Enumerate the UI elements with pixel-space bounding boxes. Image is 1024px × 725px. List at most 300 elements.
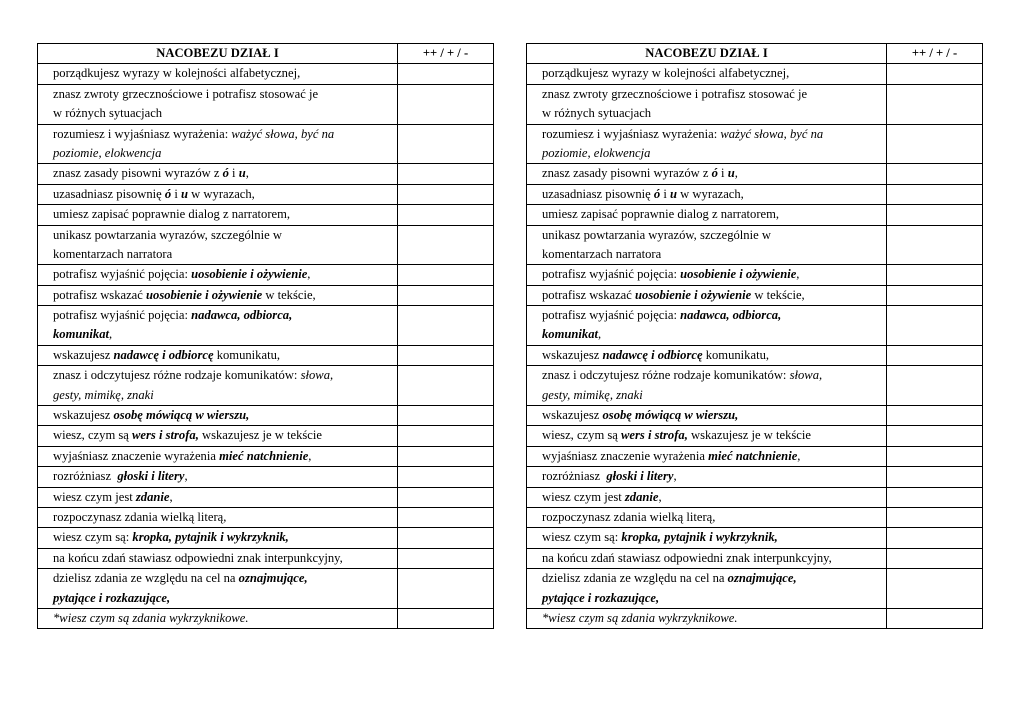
criterion-text: dzielisz zdania ze względu na cel na <box>542 571 728 586</box>
criterion-text: potrafisz wyjaśnić pojęcia: <box>542 267 681 282</box>
criterion-cell <box>527 608 887 628</box>
criterion-cell <box>527 548 887 568</box>
mark-cell[interactable] <box>398 64 494 84</box>
criterion-cell <box>38 569 398 609</box>
criterion-text: nadawca, odbiorca, <box>680 308 782 323</box>
criterion-line <box>53 488 395 507</box>
criterion-text: wers i strofa, <box>621 428 688 443</box>
criterion-line <box>53 144 395 163</box>
criterion-line <box>542 85 884 104</box>
mark-cell[interactable] <box>887 164 983 184</box>
mark-cell[interactable] <box>887 225 983 265</box>
table-row <box>527 64 983 84</box>
table-row <box>38 528 494 548</box>
table-row <box>527 446 983 466</box>
criterion-text: kropka, pytajnik i wykrzyknik, <box>132 530 289 545</box>
criterion-line <box>542 104 884 123</box>
criterion-text: osobę mówiącą w wierszu, <box>113 408 250 423</box>
table-body <box>38 64 494 629</box>
table-row <box>38 345 494 365</box>
criterion-line <box>53 205 395 224</box>
criterion-text: potrafisz wskazać <box>542 287 636 302</box>
header-mark-column: ++ / + / - <box>398 44 494 64</box>
criterion-line <box>542 549 884 568</box>
criterion-text: wiesz czym jest <box>53 489 136 504</box>
criterion-cell <box>527 406 887 426</box>
criterion-line <box>53 265 395 284</box>
criterion-line <box>542 144 884 163</box>
criterion-text: komunikat <box>542 327 598 342</box>
criterion-line <box>53 467 395 486</box>
mark-cell[interactable] <box>398 285 494 305</box>
criterion-line <box>53 245 395 264</box>
criterion-text: rozumiesz i wyjaśniasz wyrażenia: <box>53 126 232 141</box>
table-row <box>527 508 983 528</box>
criterion-line <box>542 609 884 628</box>
criterion-line <box>542 245 884 264</box>
criterion-cell <box>38 164 398 184</box>
table-row <box>527 569 983 609</box>
header-title: NACOBEZU DZIAŁ I <box>527 44 887 64</box>
criterion-line <box>53 226 395 245</box>
criterion-cell <box>527 426 887 446</box>
criterion-text: potrafisz wyjaśnić pojęcia: <box>53 267 192 282</box>
criterion-cell <box>527 205 887 225</box>
criterion-text: ważyć słowa, być na <box>231 126 335 141</box>
criterion-line <box>542 185 884 204</box>
mark-cell[interactable] <box>398 426 494 446</box>
mark-cell[interactable] <box>887 467 983 487</box>
criterion-text: wskazujesz <box>53 408 114 423</box>
table-row <box>38 205 494 225</box>
criterion-text: wskazujesz je w tekście <box>687 428 811 443</box>
criterion-text: znasz zwroty grzecznościowe i potrafisz stosować je <box>53 86 319 101</box>
criterion-cell <box>38 345 398 365</box>
mark-cell[interactable] <box>398 205 494 225</box>
criterion-text: u <box>670 186 678 201</box>
mark-cell[interactable] <box>398 508 494 528</box>
criterion-text: wskazujesz je w tekście <box>198 428 322 443</box>
criterion-text: gesty, mimikę, znaki <box>542 387 643 402</box>
criterion-line <box>53 286 395 305</box>
criterion-text: komunikatu, <box>213 347 281 362</box>
criterion-text: ó <box>653 186 661 201</box>
criterion-text: w tekście, <box>262 287 316 302</box>
criterion-text: ó <box>164 186 172 201</box>
table-row <box>38 467 494 487</box>
mark-cell[interactable] <box>398 306 494 346</box>
table-row <box>527 205 983 225</box>
mark-cell[interactable] <box>887 184 983 204</box>
criterion-text: wiesz, czym są <box>542 428 622 443</box>
criterion-text: rozumiesz i wyjaśniasz wyrażenia: <box>542 126 721 141</box>
criterion-text: uosobienie i ożywienie <box>146 287 263 302</box>
criterion-cell <box>527 528 887 548</box>
criterion-text: wskazujesz <box>542 408 603 423</box>
criterion-line <box>542 447 884 466</box>
criterion-cell <box>527 84 887 124</box>
criterion-cell <box>38 528 398 548</box>
header-title: NACOBEZU DZIAŁ I <box>38 44 398 64</box>
criterion-text: wiesz czym są: <box>542 530 622 545</box>
criterion-text: potrafisz wyjaśnić pojęcia: <box>542 308 681 323</box>
table-row <box>38 426 494 446</box>
mark-cell[interactable] <box>887 426 983 446</box>
criterion-line <box>53 609 395 628</box>
criterion-text: wiesz, czym są <box>53 428 133 443</box>
criterion-text: , <box>169 489 173 504</box>
table-row <box>527 285 983 305</box>
nacobezu-table-left <box>37 43 494 629</box>
criterion-cell <box>38 64 398 84</box>
criterion-cell <box>527 446 887 466</box>
criterion-cell <box>527 345 887 365</box>
criterion-cell <box>527 508 887 528</box>
table-row <box>38 265 494 285</box>
table-row <box>38 164 494 184</box>
mark-cell[interactable] <box>887 205 983 225</box>
mark-cell[interactable] <box>887 345 983 365</box>
criterion-line <box>53 64 395 83</box>
criterion-line <box>542 467 884 486</box>
criterion-line <box>542 205 884 224</box>
table-row <box>38 446 494 466</box>
criterion-text: zdanie <box>624 489 659 504</box>
criterion-text: oznajmujące, <box>238 571 308 586</box>
criterion-text: , <box>658 489 662 504</box>
criterion-line <box>542 265 884 284</box>
mark-cell[interactable] <box>887 508 983 528</box>
criterion-text: u <box>238 166 246 181</box>
criterion-text: znasz zasady pisowni wyrazów z <box>542 166 712 181</box>
criterion-line <box>53 447 395 466</box>
mark-cell[interactable] <box>887 487 983 507</box>
criterion-text: zdanie <box>135 489 170 504</box>
table-row <box>38 84 494 124</box>
criterion-text: , <box>307 267 311 282</box>
table-row <box>527 528 983 548</box>
criterion-cell <box>527 265 887 285</box>
criterion-text: unikasz powtarzania wyrazów, szczególnie w <box>53 227 282 242</box>
criterion-line <box>542 164 884 183</box>
criterion-text: na końcu zdań stawiasz odpowiedni znak interpunkcyjny, <box>53 550 343 565</box>
mark-cell[interactable] <box>398 84 494 124</box>
table-row <box>38 184 494 204</box>
criterion-line <box>542 528 884 547</box>
criterion-line <box>53 85 395 104</box>
criterion-cell <box>38 426 398 446</box>
criterion-text: znasz zasady pisowni wyrazów z <box>53 166 223 181</box>
mark-cell[interactable] <box>398 184 494 204</box>
table-row <box>527 164 983 184</box>
mark-cell[interactable] <box>398 366 494 406</box>
criterion-line <box>542 406 884 425</box>
criterion-line <box>53 104 395 123</box>
table-row <box>38 406 494 426</box>
criterion-cell <box>527 124 887 164</box>
criterion-line <box>53 528 395 547</box>
criterion-cell <box>38 306 398 346</box>
criterion-text: w tekście, <box>751 287 805 302</box>
mark-cell[interactable] <box>887 548 983 568</box>
table-row <box>38 569 494 609</box>
mark-cell[interactable] <box>887 406 983 426</box>
mark-cell[interactable] <box>398 528 494 548</box>
criterion-text: u <box>181 186 189 201</box>
table-row <box>527 84 983 124</box>
table-row <box>527 306 983 346</box>
criterion-cell <box>527 467 887 487</box>
mark-cell[interactable] <box>887 84 983 124</box>
criterion-text: dzielisz zdania ze względu na cel na <box>53 571 239 586</box>
criterion-cell <box>527 164 887 184</box>
criterion-cell <box>527 64 887 84</box>
table-row <box>38 608 494 628</box>
mark-cell[interactable] <box>398 265 494 285</box>
criterion-cell <box>527 366 887 406</box>
mark-cell[interactable] <box>398 164 494 184</box>
criterion-text: osobę mówiącą w wierszu, <box>602 408 739 423</box>
criterion-cell <box>527 285 887 305</box>
mark-cell[interactable] <box>398 406 494 426</box>
criterion-cell <box>38 124 398 164</box>
criterion-cell <box>527 569 887 609</box>
criterion-text: u <box>727 166 735 181</box>
criterion-text: nadawca, odbiorca, <box>191 308 293 323</box>
criterion-line <box>542 488 884 507</box>
criterion-text: rozróżniasz <box>53 469 118 484</box>
mark-cell[interactable] <box>887 569 983 609</box>
criterion-line <box>53 589 395 608</box>
criterion-text: komentarzach narratora <box>53 246 173 261</box>
criterion-line <box>53 164 395 183</box>
mark-cell[interactable] <box>887 124 983 164</box>
criterion-text: głoski i litery <box>606 469 674 484</box>
criterion-line <box>542 426 884 445</box>
criterion-text: uosobienie i ożywienie <box>191 267 308 282</box>
criterion-line <box>542 366 884 385</box>
criterion-line <box>53 325 395 344</box>
criterion-text: ó <box>711 166 718 181</box>
criterion-text: , <box>245 166 249 181</box>
table-row <box>527 184 983 204</box>
criterion-cell <box>38 508 398 528</box>
table-row <box>527 124 983 164</box>
criterion-line <box>542 569 884 588</box>
criterion-cell <box>38 406 398 426</box>
criterion-cell <box>38 467 398 487</box>
criterion-text: , <box>109 327 113 342</box>
table-row <box>38 285 494 305</box>
criterion-text: *wiesz czym są zdania wykrzyknikowe. <box>542 610 738 625</box>
table-row <box>527 406 983 426</box>
criterion-line <box>53 549 395 568</box>
table-row <box>527 345 983 365</box>
criterion-text: poziomie, elokwencja <box>53 145 162 160</box>
criterion-line <box>53 306 395 325</box>
criterion-text: , <box>796 267 800 282</box>
criterion-text: wskazujesz <box>542 347 603 362</box>
criterion-line <box>542 226 884 245</box>
criterion-line <box>53 386 395 405</box>
table-row <box>38 306 494 346</box>
criterion-cell <box>38 184 398 204</box>
table-row <box>38 124 494 164</box>
mark-cell[interactable] <box>887 285 983 305</box>
mark-cell[interactable] <box>887 64 983 84</box>
table-row <box>527 225 983 265</box>
criterion-text: nadawcę i odbiorcę <box>113 347 214 362</box>
criterion-text: słowa, <box>789 368 823 383</box>
table-row <box>38 508 494 528</box>
criterion-text: , <box>308 448 312 463</box>
criterion-line <box>542 386 884 405</box>
criterion-text: i <box>660 186 671 201</box>
criterion-text: oznajmujące, <box>727 571 797 586</box>
criterion-text: rozpoczynasz zdania wielką literą, <box>53 510 227 524</box>
table-row <box>38 487 494 507</box>
criterion-text: komunikat <box>53 327 109 342</box>
table-row <box>527 548 983 568</box>
criterion-text: na końcu zdań stawiasz odpowiedni znak interpunkcyjny, <box>542 550 832 565</box>
criterion-cell <box>38 265 398 285</box>
criterion-cell <box>38 225 398 265</box>
criterion-cell <box>38 84 398 124</box>
criterion-text: wers i strofa, <box>132 428 199 443</box>
header-mark-column: ++ / + / - <box>887 44 983 64</box>
criterion-text: znasz i odczytujesz różne rodzaje komunikatów: <box>542 368 790 383</box>
criterion-text: ó <box>222 166 229 181</box>
mark-cell[interactable] <box>887 366 983 406</box>
criterion-text: pytające i rozkazujące, <box>53 590 171 605</box>
mark-cell[interactable] <box>398 569 494 609</box>
mark-cell[interactable] <box>398 225 494 265</box>
table-row <box>527 265 983 285</box>
criterion-text: w wyrazach, <box>188 186 255 201</box>
table-row <box>527 426 983 446</box>
criterion-text: wskazujesz <box>53 347 114 362</box>
criterion-cell <box>38 366 398 406</box>
criterion-cell <box>38 205 398 225</box>
mark-cell[interactable] <box>398 548 494 568</box>
criterion-text: mieć natchnienie <box>708 448 798 463</box>
criterion-line <box>542 325 884 344</box>
criterion-text: w różnych sytuacjach <box>53 106 163 121</box>
table-row <box>38 366 494 406</box>
criterion-cell <box>38 608 398 628</box>
criterion-text: uzasadniasz pisownię <box>542 186 654 201</box>
table-row <box>38 225 494 265</box>
table-body <box>527 64 983 629</box>
criterion-text: komunikatu, <box>702 347 770 362</box>
criterion-text: nadawcę i odbiorcę <box>602 347 703 362</box>
criterion-text: uosobienie i ożywienie <box>680 267 797 282</box>
criterion-line <box>542 286 884 305</box>
criterion-text: , <box>184 469 188 484</box>
criterion-text: , <box>797 448 801 463</box>
mark-cell[interactable] <box>887 528 983 548</box>
criterion-text: , <box>734 166 738 181</box>
mark-cell[interactable] <box>887 608 983 628</box>
criterion-cell <box>527 487 887 507</box>
criterion-text: rozpoczynasz zdania wielką literą, <box>542 510 716 524</box>
criterion-text: unikasz powtarzania wyrazów, szczególnie w <box>542 227 771 242</box>
criterion-text: umiesz zapisać poprawnie dialog z narratorem, <box>542 207 780 222</box>
criterion-text: komentarzach narratora <box>542 246 662 261</box>
mark-cell[interactable] <box>887 446 983 466</box>
criterion-text: i <box>171 186 182 201</box>
table-row <box>527 487 983 507</box>
criterion-text: potrafisz wskazać <box>53 287 147 302</box>
mark-cell[interactable] <box>398 124 494 164</box>
criterion-text: wiesz czym jest <box>542 489 625 504</box>
table-row <box>527 467 983 487</box>
criterion-text: znasz i odczytujesz różne rodzaje komunikatów: <box>53 368 301 383</box>
criterion-cell <box>38 548 398 568</box>
criterion-text: i <box>717 166 728 181</box>
criterion-text: potrafisz wyjaśnić pojęcia: <box>53 308 192 323</box>
criterion-line <box>542 346 884 365</box>
criterion-line <box>53 569 395 588</box>
criterion-line <box>53 346 395 365</box>
criterion-text: wiesz czym są: <box>53 530 133 545</box>
criterion-text: umiesz zapisać poprawnie dialog z narratorem, <box>53 207 291 222</box>
mark-cell[interactable] <box>398 467 494 487</box>
criterion-text: wyjaśniasz znaczenie wyrażenia <box>542 448 709 463</box>
criterion-cell <box>38 446 398 466</box>
criterion-line <box>53 406 395 425</box>
criterion-line <box>53 426 395 445</box>
mark-cell[interactable] <box>887 306 983 346</box>
criterion-text: słowa, <box>300 368 334 383</box>
criterion-text: w różnych sytuacjach <box>542 106 652 121</box>
table-header-row <box>38 44 494 64</box>
table-row <box>527 608 983 628</box>
criterion-cell <box>527 225 887 265</box>
criterion-line <box>542 589 884 608</box>
criterion-text: i <box>228 166 239 181</box>
criterion-text: pytające i rozkazujące, <box>542 590 660 605</box>
mark-cell[interactable] <box>398 446 494 466</box>
criterion-text: , <box>673 469 677 484</box>
criterion-text: porządkujesz wyrazy w kolejności alfabetycznej, <box>542 66 790 81</box>
criterion-text: wyjaśniasz znaczenie wyrażenia <box>53 448 220 463</box>
criterion-text: uosobienie i ożywienie <box>635 287 752 302</box>
criterion-line <box>53 185 395 204</box>
mark-cell[interactable] <box>398 345 494 365</box>
table-row <box>527 366 983 406</box>
criterion-text: uzasadniasz pisownię <box>53 186 165 201</box>
mark-cell[interactable] <box>887 265 983 285</box>
table-row <box>38 548 494 568</box>
criterion-line <box>53 125 395 144</box>
criterion-cell <box>38 285 398 305</box>
table-row <box>38 64 494 84</box>
criterion-line <box>53 366 395 385</box>
criterion-text: poziomie, elokwencja <box>542 145 651 160</box>
criterion-cell <box>527 184 887 204</box>
nacobezu-table-right <box>526 43 983 629</box>
criterion-text: porządkujesz wyrazy w kolejności alfabetycznej, <box>53 66 301 81</box>
mark-cell[interactable] <box>398 487 494 507</box>
criterion-line <box>542 306 884 325</box>
criterion-line <box>542 64 884 83</box>
criterion-text: w wyrazach, <box>677 186 744 201</box>
criterion-text: , <box>598 327 602 342</box>
criterion-text: rozróżniasz <box>542 469 607 484</box>
mark-cell[interactable] <box>398 608 494 628</box>
criterion-text: głoski i litery <box>117 469 185 484</box>
